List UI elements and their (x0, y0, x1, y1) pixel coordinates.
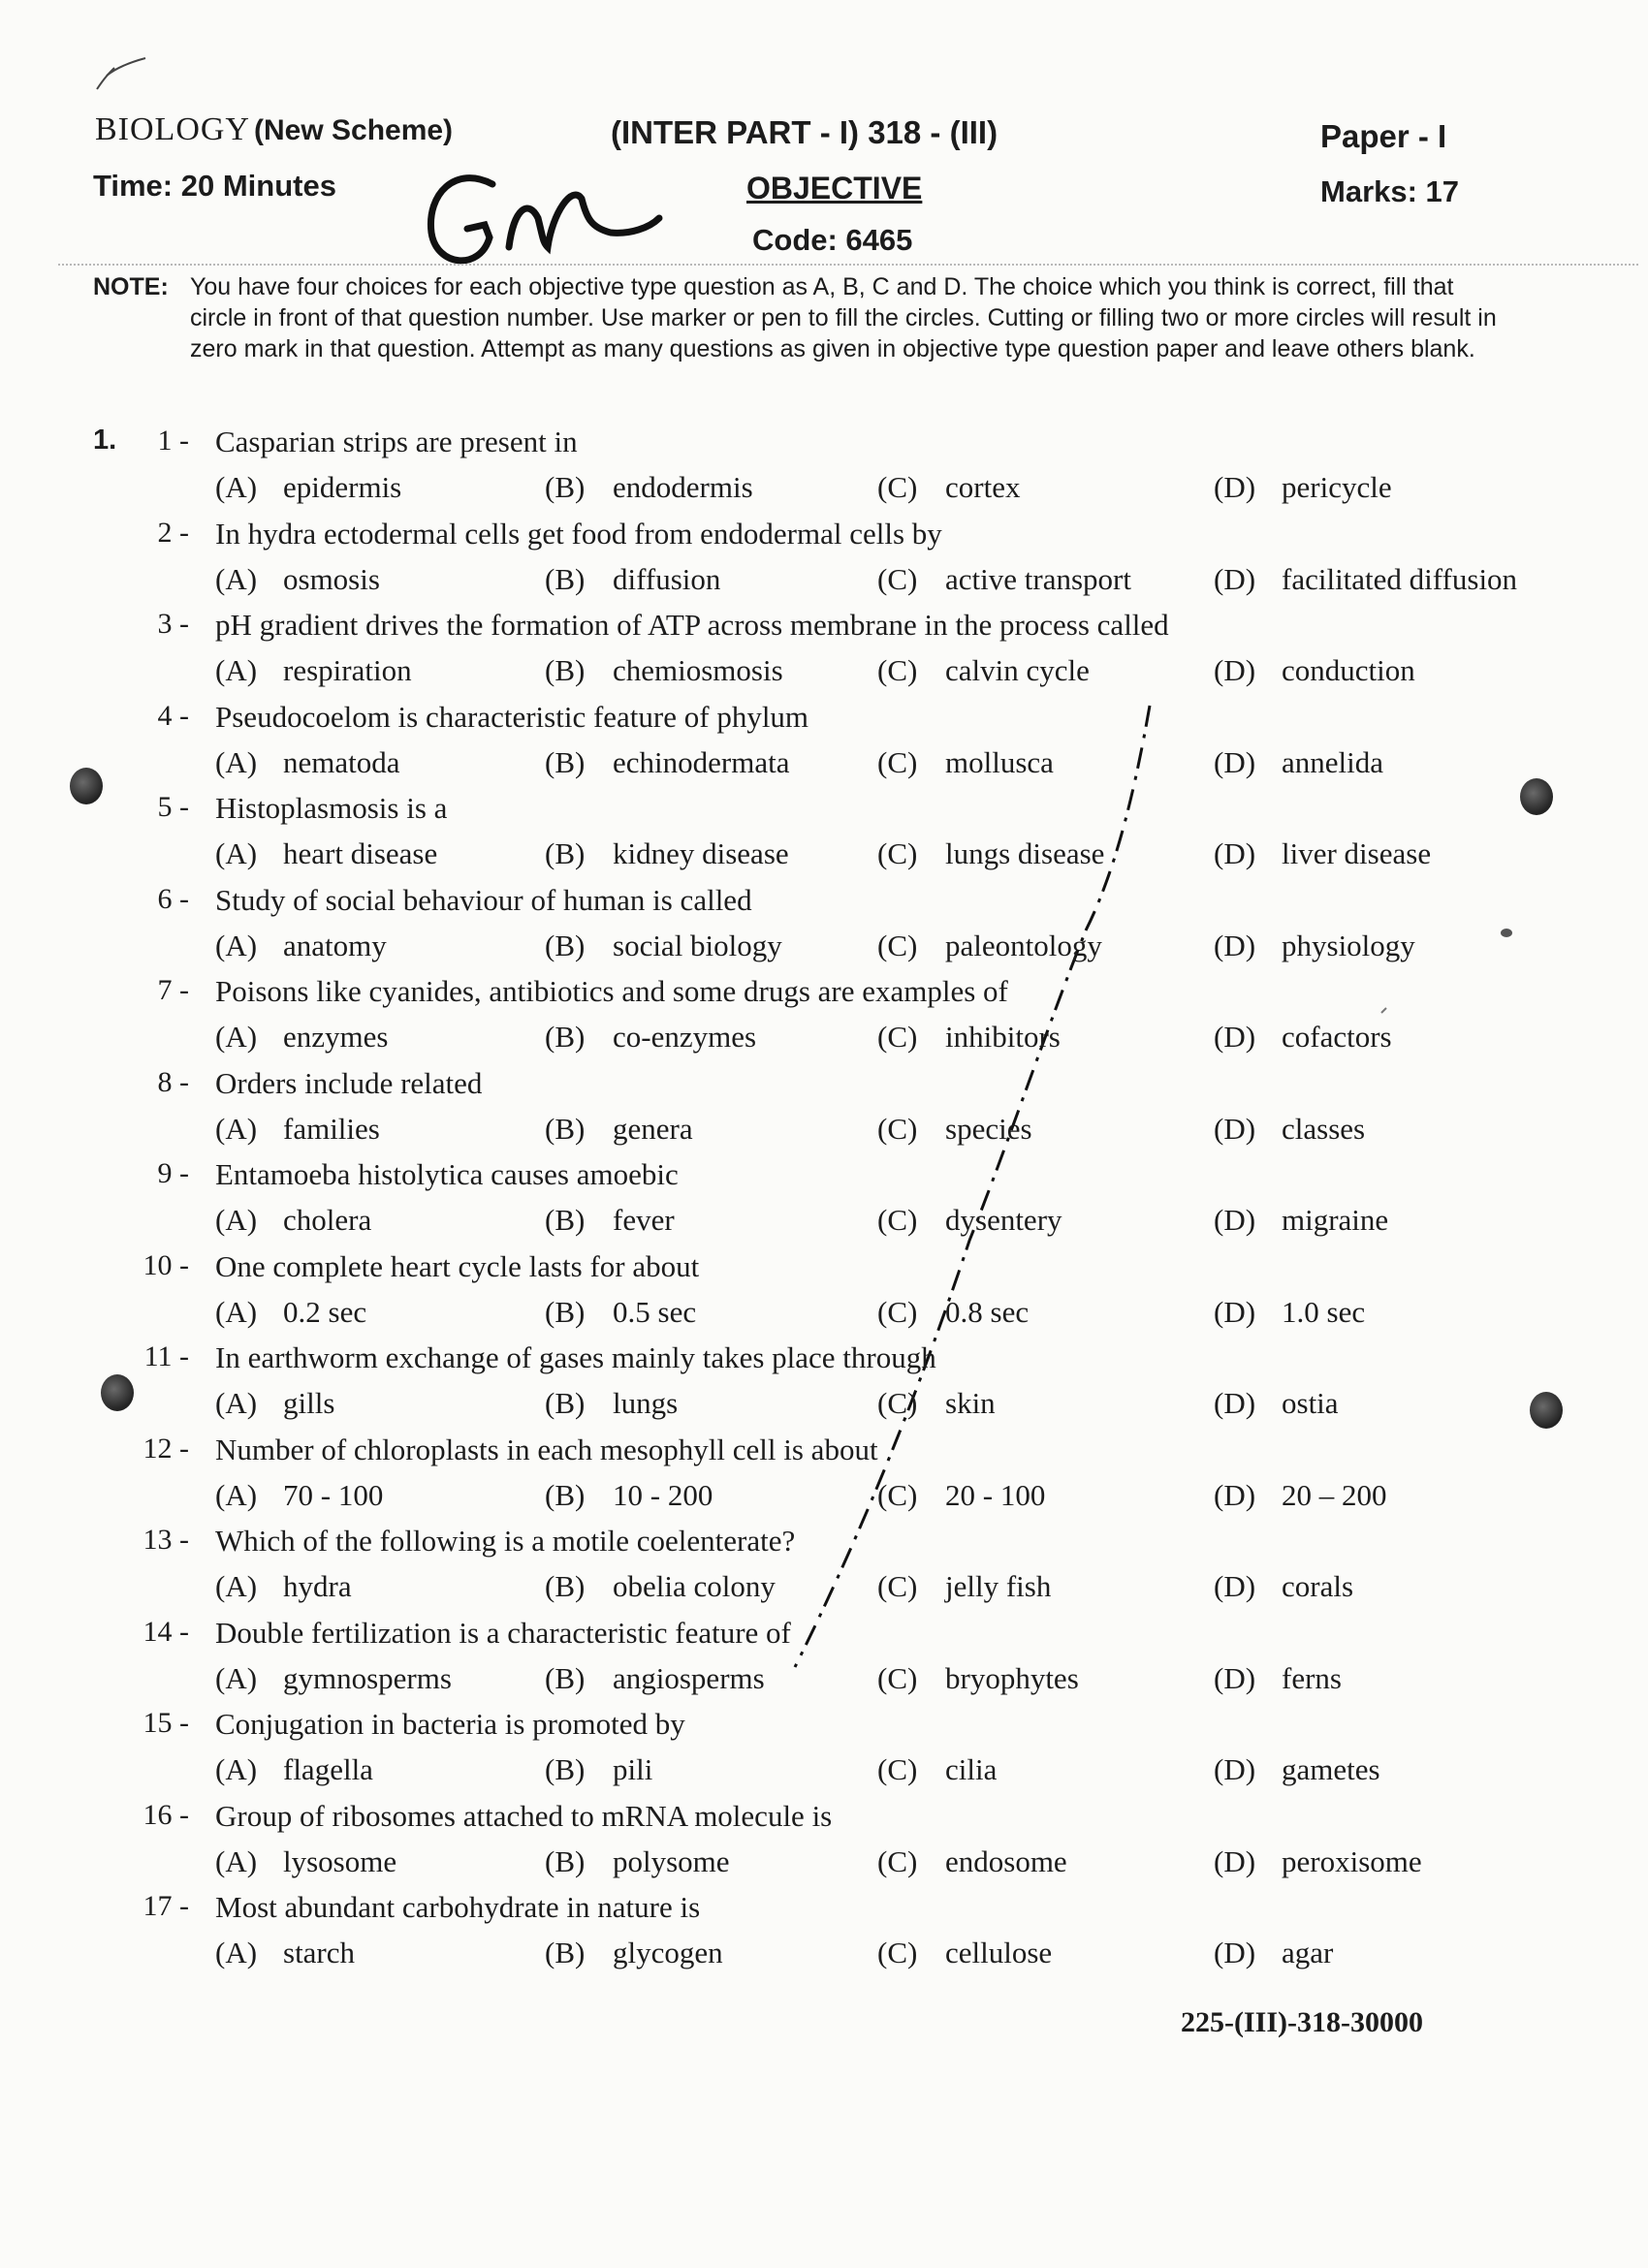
option-label: (A) (215, 1936, 258, 1969)
option-text: cortex (945, 470, 1021, 504)
time-label: Time: 20 Minutes (93, 169, 336, 203)
option-b (545, 1295, 696, 1330)
instructions-note (93, 271, 1508, 364)
option-d (1214, 1936, 1333, 1970)
option-text: annelida (1282, 744, 1384, 779)
option-d (1214, 1478, 1387, 1513)
question-item (0, 517, 1648, 609)
option-c (877, 1112, 1032, 1147)
option-b (545, 929, 782, 963)
option-text: lungs disease (945, 836, 1105, 870)
option-label: (B) (545, 1020, 586, 1054)
option-b (545, 470, 753, 505)
option-label: (B) (545, 1386, 586, 1420)
option-text: hydra (283, 1569, 352, 1603)
option-label: (B) (545, 1752, 586, 1786)
question-item (0, 974, 1648, 1066)
option-text: enzymes (283, 1020, 389, 1054)
option-text: skin (945, 1386, 996, 1420)
question-number: 12 - (143, 1432, 189, 1465)
option-text: agar (1282, 1936, 1334, 1969)
option-text: liver disease (1282, 836, 1432, 870)
option-b (545, 1844, 730, 1879)
question-item (0, 883, 1648, 975)
option-label: (A) (215, 1386, 258, 1420)
option-a (215, 1478, 383, 1513)
option-b (545, 1386, 678, 1421)
option-a (215, 562, 380, 597)
punch-hole (1530, 1392, 1563, 1429)
question-item (0, 1707, 1648, 1799)
option-d (1214, 1661, 1342, 1696)
option-text: cilia (945, 1752, 998, 1786)
question-number: 5 - (157, 791, 189, 823)
option-label: (B) (545, 1843, 586, 1878)
option-b (545, 562, 720, 597)
option-label: (A) (215, 1843, 258, 1878)
option-text: epidermis (283, 470, 402, 504)
question-stem: Conjugation in bacteria is promoted by (215, 1707, 685, 1741)
option-label: (D) (1214, 1203, 1256, 1237)
option-label: (D) (1214, 1660, 1256, 1695)
section-number: 1. (93, 425, 117, 456)
option-text: dysentery (945, 1203, 1062, 1237)
option-c (877, 1386, 996, 1421)
option-a (215, 1112, 380, 1147)
option-label: (D) (1214, 1752, 1256, 1786)
option-b (545, 1020, 756, 1055)
option-a (215, 1203, 371, 1238)
option-text: endosome (945, 1843, 1067, 1878)
question-number: 14 - (143, 1615, 189, 1648)
option-text: calvin cycle (945, 653, 1090, 687)
option-label: (C) (877, 1660, 918, 1695)
option-label: (D) (1214, 1111, 1256, 1146)
option-d (1214, 1020, 1392, 1055)
option-c (877, 1752, 997, 1787)
option-c (877, 1936, 1052, 1970)
option-text: cofactors (1282, 1020, 1392, 1054)
option-text: active transport (945, 561, 1131, 596)
option-d (1214, 1295, 1365, 1330)
option-text: migraine (1282, 1203, 1389, 1237)
question-item (0, 1616, 1648, 1708)
option-c (877, 1478, 1045, 1513)
option-b (545, 1478, 713, 1513)
option-text: pili (613, 1752, 653, 1786)
code-label: Code: 6465 (752, 223, 913, 257)
option-label: (C) (877, 1569, 918, 1603)
option-a (215, 653, 412, 688)
option-a (215, 1295, 366, 1330)
option-c (877, 1295, 1029, 1330)
option-label: (A) (215, 1294, 258, 1329)
option-c (877, 929, 1102, 963)
option-label: (B) (545, 1569, 586, 1603)
note-label: NOTE: (93, 273, 169, 300)
question-stem: In earthworm exchange of gases mainly takes place through (215, 1340, 936, 1374)
question-number: 16 - (143, 1798, 189, 1831)
option-label: (A) (215, 1111, 258, 1146)
option-a (215, 1020, 388, 1055)
option-b (545, 653, 783, 688)
question-stem: Pseudocoelom is characteristic feature of phylum (215, 699, 809, 734)
option-text: starch (283, 1936, 356, 1969)
option-label: (A) (215, 744, 258, 779)
option-c (877, 836, 1104, 871)
option-text: polysome (613, 1843, 730, 1878)
marks-label: Marks: 17 (1320, 174, 1460, 208)
question-item (0, 425, 1648, 517)
option-label: (C) (877, 1203, 918, 1237)
ink-spot (1501, 929, 1512, 937)
question-number: 6 - (157, 882, 189, 915)
option-text: co-enzymes (613, 1020, 757, 1054)
punch-hole (1520, 778, 1553, 815)
option-a (215, 1386, 334, 1421)
option-label: (C) (877, 561, 918, 596)
option-label: (A) (215, 928, 258, 962)
option-label: (C) (877, 1020, 918, 1054)
option-b (545, 1661, 765, 1696)
option-text: mollusca (945, 744, 1054, 779)
option-a (215, 1936, 355, 1970)
option-label: (C) (877, 653, 918, 687)
question-stem: Which of the following is a motile coelenterate? (215, 1524, 796, 1558)
option-label: (B) (545, 1203, 586, 1237)
option-text: respiration (283, 653, 412, 687)
option-text: ostia (1282, 1386, 1339, 1420)
question-item (0, 1249, 1648, 1341)
option-a (215, 1569, 352, 1604)
option-a (215, 470, 401, 505)
option-d (1214, 836, 1431, 871)
option-text: glycogen (613, 1936, 723, 1969)
option-text: pericycle (1282, 470, 1392, 504)
question-item (0, 608, 1648, 700)
subject-title (95, 111, 453, 148)
question-item (0, 1340, 1648, 1433)
option-label: (D) (1214, 1569, 1256, 1603)
option-d (1214, 1752, 1380, 1787)
option-label: (C) (877, 744, 918, 779)
option-text: osmosis (283, 561, 380, 596)
option-label: (C) (877, 1477, 918, 1512)
option-text: bryophytes (945, 1660, 1079, 1695)
option-text: jelly fish (945, 1569, 1052, 1603)
question-number: 9 - (157, 1157, 189, 1189)
option-text: endodermis (613, 470, 753, 504)
option-text: corals (1282, 1569, 1354, 1603)
option-c (877, 745, 1054, 780)
option-text: cholera (283, 1203, 372, 1237)
question-stem: Double fertilization is a characteristic feature of (215, 1615, 791, 1650)
option-label: (D) (1214, 653, 1256, 687)
option-b (545, 1112, 693, 1147)
option-text: physiology (1282, 928, 1415, 962)
option-a (215, 1844, 396, 1879)
question-stem: One complete heart cycle lasts for about (215, 1248, 700, 1283)
question-number: 4 - (157, 699, 189, 732)
option-d (1214, 470, 1392, 505)
option-label: (C) (877, 1752, 918, 1786)
question-item (0, 1066, 1648, 1158)
question-item (0, 1524, 1648, 1616)
exam-title: (INTER PART - I) 318 - (III) (611, 114, 998, 150)
option-c (877, 1661, 1079, 1696)
option-label: (C) (877, 1843, 918, 1878)
option-b (545, 1203, 675, 1238)
option-label: (C) (877, 836, 918, 870)
option-label: (A) (215, 470, 258, 504)
option-text: kidney disease (613, 836, 789, 870)
option-label: (D) (1214, 1386, 1256, 1420)
question-number: 10 - (143, 1248, 189, 1281)
option-label: (B) (545, 928, 586, 962)
option-c (877, 470, 1020, 505)
option-b (545, 836, 789, 871)
option-label: (B) (545, 836, 586, 870)
punch-hole (70, 768, 103, 804)
option-c (877, 653, 1090, 688)
option-text: social biology (613, 928, 782, 962)
option-text: obelia colony (613, 1569, 776, 1603)
option-text: chemiosmosis (613, 653, 783, 687)
option-label: (C) (877, 1111, 918, 1146)
paper-label: Paper - I (1320, 118, 1447, 154)
question-number: 3 - (157, 608, 189, 640)
option-text: 70 - 100 (283, 1477, 384, 1512)
question-number: 17 - (143, 1890, 189, 1922)
option-text: peroxisome (1282, 1843, 1422, 1878)
option-b (545, 1752, 652, 1787)
option-text: 0.2 sec (283, 1294, 367, 1329)
option-d (1214, 929, 1415, 963)
option-label: (B) (545, 1936, 586, 1969)
option-d (1214, 1844, 1422, 1879)
option-label: (D) (1214, 928, 1256, 962)
option-d (1214, 562, 1517, 597)
question-number: 15 - (143, 1707, 189, 1739)
question-number: 8 - (157, 1065, 189, 1098)
option-label: (A) (215, 1752, 258, 1786)
option-text: gametes (1282, 1752, 1380, 1786)
option-label: (D) (1214, 1936, 1256, 1969)
option-c (877, 1569, 1051, 1604)
question-stem: pH gradient drives the formation of ATP across membrane in the process called (215, 608, 1169, 642)
option-a (215, 929, 387, 963)
question-number: 1 - (157, 425, 189, 457)
option-label: (A) (215, 1569, 258, 1603)
option-text: angiosperms (613, 1660, 765, 1695)
option-text: classes (1282, 1111, 1366, 1146)
option-label: (A) (215, 1477, 258, 1512)
question-stem: Number of chloroplasts in each mesophyll cell is about (215, 1432, 878, 1466)
question-number: 13 - (143, 1524, 189, 1556)
option-c (877, 1020, 1061, 1055)
option-label: (D) (1214, 470, 1256, 504)
question-item (0, 1799, 1648, 1891)
option-a (215, 836, 437, 871)
question-stem: Histoplasmosis is a (215, 791, 448, 825)
option-label: (B) (545, 653, 586, 687)
option-d (1214, 653, 1415, 688)
option-text: echinodermata (613, 744, 790, 779)
option-label: (B) (545, 1111, 586, 1146)
option-label: (C) (877, 1386, 918, 1420)
question-number: 11 - (143, 1340, 189, 1372)
option-text: 0.8 sec (945, 1294, 1030, 1329)
option-text: genera (613, 1111, 693, 1146)
option-text: facilitated diffusion (1282, 561, 1518, 596)
option-text: ferns (1282, 1660, 1342, 1695)
option-label: (C) (877, 928, 918, 962)
option-c (877, 1844, 1067, 1879)
option-label: (A) (215, 653, 258, 687)
option-label: (D) (1214, 744, 1256, 779)
option-text: diffusion (613, 561, 721, 596)
option-label: (B) (545, 470, 586, 504)
option-label: (B) (545, 1660, 586, 1695)
option-text: heart disease (283, 836, 438, 870)
option-d (1214, 1112, 1365, 1147)
option-text: fever (613, 1203, 675, 1237)
option-text: gymnosperms (283, 1660, 452, 1695)
option-text: families (283, 1111, 380, 1146)
option-text: 20 - 100 (945, 1477, 1046, 1512)
question-stem: Poisons like cyanides, antibiotics and some drugs are examples of (215, 974, 1008, 1008)
option-b (545, 745, 789, 780)
option-text: flagella (283, 1752, 373, 1786)
option-a (215, 745, 400, 780)
option-d (1214, 745, 1383, 780)
footer-code: 225-(III)-318-30000 (1181, 2006, 1423, 2038)
option-label: (A) (215, 1020, 258, 1054)
question-stem: Most abundant carbohydrate in nature is (215, 1890, 701, 1924)
option-b (545, 1569, 776, 1604)
option-d (1214, 1569, 1353, 1604)
question-stem: In hydra ectodermal cells get food from endodermal cells by (215, 516, 942, 551)
question-item (0, 700, 1648, 792)
subject-name: BIOLOGY (95, 111, 250, 147)
option-text: cellulose (945, 1936, 1053, 1969)
option-label: (A) (215, 1203, 258, 1237)
header-divider (58, 264, 1638, 266)
option-label: (D) (1214, 836, 1256, 870)
option-label: (B) (545, 1477, 586, 1512)
option-label: (A) (215, 1660, 258, 1695)
question-item (0, 1157, 1648, 1249)
option-a (215, 1661, 452, 1696)
option-c (877, 562, 1131, 597)
option-label: (D) (1214, 1294, 1256, 1329)
option-label: (D) (1214, 561, 1256, 596)
question-number: 2 - (157, 516, 189, 549)
option-text: 10 - 200 (613, 1477, 713, 1512)
option-label: (D) (1214, 1843, 1256, 1878)
option-d (1214, 1386, 1339, 1421)
option-b (545, 1936, 723, 1970)
option-text: lungs (613, 1386, 679, 1420)
option-label: (A) (215, 836, 258, 870)
option-label: (C) (877, 1294, 918, 1329)
punch-hole (101, 1374, 134, 1411)
question-stem: Group of ribosomes attached to mRNA molecule is (215, 1798, 833, 1833)
option-label: (A) (215, 561, 258, 596)
option-text: 0.5 sec (613, 1294, 697, 1329)
scheme-label: (New Scheme) (253, 114, 454, 146)
option-text: nematoda (283, 744, 400, 779)
question-item (0, 1890, 1648, 1982)
question-list (0, 425, 1648, 1982)
option-text: paleontology (945, 928, 1102, 962)
option-text: 20 – 200 (1282, 1477, 1387, 1512)
option-text: species (945, 1111, 1032, 1146)
objective-label: OBJECTIVE (746, 171, 923, 205)
question-number: 7 - (157, 974, 189, 1006)
option-text: lysosome (283, 1843, 397, 1878)
question-item (0, 1433, 1648, 1525)
question-stem: Casparian strips are present in (215, 425, 578, 458)
option-label: (D) (1214, 1477, 1256, 1512)
question-stem: Study of social behaviour of human is called (215, 882, 752, 917)
option-label: (B) (545, 561, 586, 596)
question-item (0, 791, 1648, 883)
option-text: gills (283, 1386, 335, 1420)
option-label: (C) (877, 1936, 918, 1969)
question-stem: Entamoeba histolytica causes amoebic (215, 1157, 679, 1191)
question-stem: Orders include related (215, 1065, 483, 1100)
option-text: inhibitors (945, 1020, 1061, 1054)
option-a (215, 1752, 373, 1787)
option-label: (B) (545, 1294, 586, 1329)
option-label: (B) (545, 744, 586, 779)
option-c (877, 1203, 1062, 1238)
option-text: 1.0 sec (1282, 1294, 1366, 1329)
option-text: anatomy (283, 928, 387, 962)
option-label: (D) (1214, 1020, 1256, 1054)
option-text: conduction (1282, 653, 1415, 687)
option-d (1214, 1203, 1388, 1238)
option-label: (C) (877, 470, 918, 504)
note-text: You have four choices for each objective type question as A, B, C and D. The choice which you think is correct, fill that circle in front of that question number. Use marker or pen to fill the circles. Cutting or filling two or more circles will result in zero mark in that question. Attempt as many questions as given in objective type question paper and leave others blank. (190, 273, 1497, 362)
